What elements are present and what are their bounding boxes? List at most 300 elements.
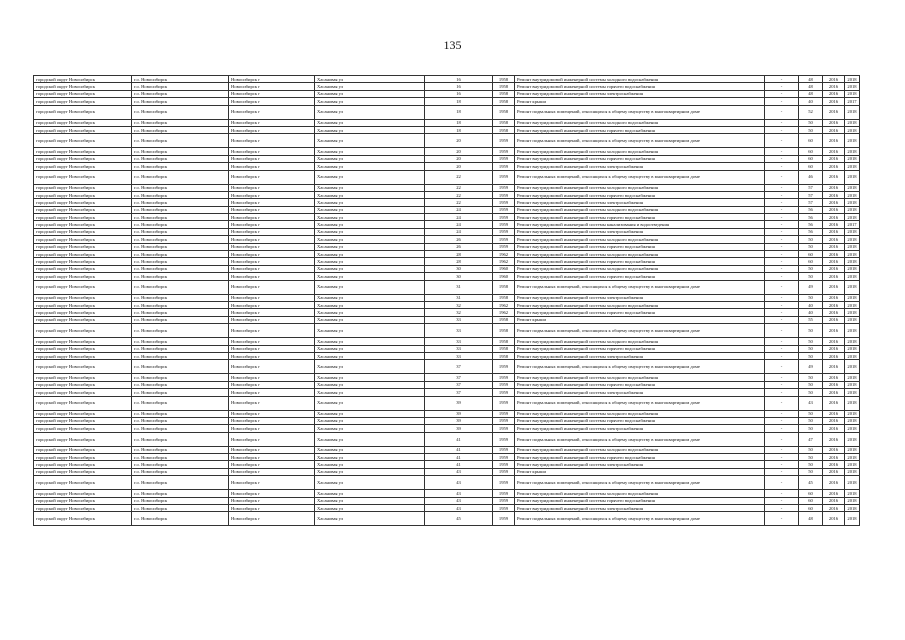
- city-cell: Новосибирск г: [229, 228, 315, 235]
- year-built-cell: 1959: [493, 512, 515, 526]
- work-type-cell: Ремонт внутридомовой инженерной системы горячего водоснабжения: [515, 155, 765, 162]
- year-built-cell: 1959: [493, 454, 515, 461]
- settlement-cell: г.о. Новосибирск: [132, 170, 229, 184]
- dash-cell: -: [765, 214, 799, 221]
- table-row: [34, 389, 860, 396]
- house-number-cell: 37: [425, 360, 493, 374]
- city-cell: Новосибирск г: [229, 199, 315, 206]
- city-cell: Новосибирск г: [229, 432, 315, 446]
- dash-cell: -: [765, 294, 799, 301]
- settlement-cell: г.о. Новосибирск: [132, 446, 229, 453]
- amount-cell: 48: [799, 76, 823, 83]
- repair-registry-table: [33, 75, 860, 526]
- street-cell: Хасановая ул: [315, 454, 425, 461]
- dash-cell: -: [765, 352, 799, 359]
- table-row: [34, 316, 860, 323]
- street-cell: Хасановая ул: [315, 476, 425, 490]
- work-type-cell: Ремонт внутридомовой инженерной системы электроснабжения: [515, 425, 765, 432]
- city-cell: Новосибирск г: [229, 265, 315, 272]
- end-year-cell: 2018: [845, 251, 860, 258]
- dash-cell: -: [765, 309, 799, 316]
- year-built-cell: 1959: [493, 505, 515, 512]
- house-number-cell: 33: [425, 338, 493, 345]
- street-cell: Хасановая ул: [315, 191, 425, 198]
- city-cell: Новосибирск г: [229, 273, 315, 280]
- year-built-cell: 1958: [493, 352, 515, 359]
- end-year-cell: 2018: [845, 468, 860, 475]
- city-cell: Новосибирск г: [229, 381, 315, 388]
- street-cell: Хасановая ул: [315, 273, 425, 280]
- year-built-cell: 1959: [493, 236, 515, 243]
- amount-cell: 50: [799, 425, 823, 432]
- house-number-cell: 22: [425, 170, 493, 184]
- dash-cell: -: [765, 265, 799, 272]
- settlement-cell: г.о. Новосибирск: [132, 461, 229, 468]
- table-row: [34, 294, 860, 301]
- street-cell: Хасановая ул: [315, 280, 425, 294]
- table-row: [34, 360, 860, 374]
- start-year-cell: 2016: [823, 243, 845, 250]
- house-number-cell: 20: [425, 134, 493, 148]
- year-built-cell: 1959: [493, 148, 515, 155]
- dash-cell: -: [765, 206, 799, 213]
- table-row: [34, 90, 860, 97]
- municipality-cell: городской округ Новосибирск: [34, 184, 132, 191]
- end-year-cell: 2018: [845, 83, 860, 90]
- work-type-cell: Ремонт внутридомовой инженерной системы холодного водоснабжения: [515, 301, 765, 308]
- city-cell: Новосибирск г: [229, 301, 315, 308]
- dash-cell: -: [765, 410, 799, 417]
- end-year-cell: 2018: [845, 301, 860, 308]
- house-number-cell: 26: [425, 243, 493, 250]
- settlement-cell: г.о. Новосибирск: [132, 360, 229, 374]
- municipality-cell: городской округ Новосибирск: [34, 505, 132, 512]
- amount-cell: 50: [799, 345, 823, 352]
- start-year-cell: 2016: [823, 191, 845, 198]
- municipality-cell: городской округ Новосибирск: [34, 258, 132, 265]
- amount-cell: 50: [799, 410, 823, 417]
- year-built-cell: 1958: [493, 345, 515, 352]
- start-year-cell: 2016: [823, 206, 845, 213]
- municipality-cell: городской округ Новосибирск: [34, 126, 132, 133]
- amount-cell: 57: [799, 184, 823, 191]
- year-built-cell: 1962: [493, 309, 515, 316]
- start-year-cell: 2016: [823, 490, 845, 497]
- start-year-cell: 2016: [823, 360, 845, 374]
- start-year-cell: 2016: [823, 446, 845, 453]
- start-year-cell: 2016: [823, 352, 845, 359]
- end-year-cell: 2018: [845, 191, 860, 198]
- amount-cell: 50: [799, 119, 823, 126]
- end-year-cell: 2018: [845, 199, 860, 206]
- city-cell: Новосибирск г: [229, 417, 315, 424]
- amount-cell: 43: [799, 396, 823, 410]
- city-cell: Новосибирск г: [229, 505, 315, 512]
- start-year-cell: 2016: [823, 454, 845, 461]
- house-number-cell: 41: [425, 454, 493, 461]
- year-built-cell: 1959: [493, 155, 515, 162]
- dash-cell: -: [765, 119, 799, 126]
- table-row: [34, 352, 860, 359]
- municipality-cell: городской округ Новосибирск: [34, 497, 132, 504]
- amount-cell: 57: [799, 191, 823, 198]
- dash-cell: -: [765, 396, 799, 410]
- city-cell: Новосибирск г: [229, 90, 315, 97]
- work-type-cell: Ремонт внутридомовой инженерной системы холодного водоснабжения: [515, 76, 765, 83]
- dash-cell: -: [765, 199, 799, 206]
- house-number-cell: 16: [425, 83, 493, 90]
- year-built-cell: 1959: [493, 396, 515, 410]
- amount-cell: 50: [799, 265, 823, 272]
- table-row: [34, 76, 860, 83]
- work-type-cell: Ремонт внутридомовой инженерной системы электроснабжения: [515, 294, 765, 301]
- end-year-cell: 2018: [845, 309, 860, 316]
- amount-cell: 52: [799, 105, 823, 119]
- start-year-cell: 2016: [823, 214, 845, 221]
- municipality-cell: городской округ Новосибирск: [34, 294, 132, 301]
- year-built-cell: 1958: [493, 126, 515, 133]
- dash-cell: -: [765, 381, 799, 388]
- amount-cell: 56: [799, 228, 823, 235]
- end-year-cell: 2018: [845, 446, 860, 453]
- amount-cell: 60: [799, 505, 823, 512]
- end-year-cell: 2018: [845, 360, 860, 374]
- city-cell: Новосибирск г: [229, 410, 315, 417]
- settlement-cell: г.о. Новосибирск: [132, 155, 229, 162]
- municipality-cell: городской округ Новосибирск: [34, 265, 132, 272]
- table-row: [34, 301, 860, 308]
- end-year-cell: 2018: [845, 76, 860, 83]
- year-built-cell: 1959: [493, 410, 515, 417]
- municipality-cell: городской округ Новосибирск: [34, 324, 132, 338]
- dash-cell: -: [765, 432, 799, 446]
- year-built-cell: 1959: [493, 389, 515, 396]
- start-year-cell: 2016: [823, 90, 845, 97]
- end-year-cell: 2018: [845, 512, 860, 526]
- municipality-cell: городской округ Новосибирск: [34, 221, 132, 228]
- amount-cell: 56: [799, 206, 823, 213]
- end-year-cell: 2018: [845, 184, 860, 191]
- amount-cell: 50: [799, 273, 823, 280]
- dash-cell: -: [765, 389, 799, 396]
- amount-cell: 49: [799, 360, 823, 374]
- start-year-cell: 2016: [823, 345, 845, 352]
- work-type-cell: Ремонт внутридомовой инженерной системы горячего водоснабжения: [515, 243, 765, 250]
- settlement-cell: г.о. Новосибирск: [132, 301, 229, 308]
- amount-cell: 50: [799, 389, 823, 396]
- municipality-cell: городской округ Новосибирск: [34, 236, 132, 243]
- city-cell: Новосибирск г: [229, 126, 315, 133]
- amount-cell: 50: [799, 454, 823, 461]
- start-year-cell: 2016: [823, 417, 845, 424]
- dash-cell: -: [765, 345, 799, 352]
- city-cell: Новосибирск г: [229, 155, 315, 162]
- municipality-cell: городской округ Новосибирск: [34, 309, 132, 316]
- municipality-cell: городской округ Новосибирск: [34, 170, 132, 184]
- end-year-cell: 2017: [845, 221, 860, 228]
- work-type-cell: Ремонт внутридомовой инженерной системы электроснабжения: [515, 163, 765, 170]
- year-built-cell: 1958: [493, 83, 515, 90]
- page-number: 135: [443, 38, 462, 52]
- city-cell: Новосибирск г: [229, 468, 315, 475]
- table-row: [34, 381, 860, 388]
- street-cell: Хасановая ул: [315, 352, 425, 359]
- amount-cell: 48: [799, 512, 823, 526]
- settlement-cell: г.о. Новосибирск: [132, 410, 229, 417]
- municipality-cell: городской округ Новосибирск: [34, 338, 132, 345]
- work-type-cell: Ремонт внутридомовой инженерной системы холодного водоснабжения: [515, 265, 765, 272]
- year-built-cell: 1958: [493, 98, 515, 105]
- city-cell: Новосибирск г: [229, 170, 315, 184]
- city-cell: Новосибирск г: [229, 251, 315, 258]
- city-cell: Новосибирск г: [229, 76, 315, 83]
- amount-cell: 56: [799, 214, 823, 221]
- start-year-cell: 2016: [823, 505, 845, 512]
- settlement-cell: г.о. Новосибирск: [132, 352, 229, 359]
- street-cell: Хасановая ул: [315, 214, 425, 221]
- municipality-cell: городской округ Новосибирск: [34, 476, 132, 490]
- city-cell: Новосибирск г: [229, 360, 315, 374]
- settlement-cell: г.о. Новосибирск: [132, 396, 229, 410]
- table-row: [34, 338, 860, 345]
- end-year-cell: 2018: [845, 505, 860, 512]
- dash-cell: -: [765, 251, 799, 258]
- street-cell: Хасановая ул: [315, 83, 425, 90]
- end-year-cell: 2018: [845, 148, 860, 155]
- year-built-cell: 1962: [493, 251, 515, 258]
- end-year-cell: 2018: [845, 258, 860, 265]
- municipality-cell: городской округ Новосибирск: [34, 410, 132, 417]
- end-year-cell: 2018: [845, 324, 860, 338]
- table-row: [34, 170, 860, 184]
- end-year-cell: 2018: [845, 134, 860, 148]
- city-cell: Новосибирск г: [229, 352, 315, 359]
- work-type-cell: Ремонт крыши: [515, 98, 765, 105]
- amount-cell: 50: [799, 374, 823, 381]
- house-number-cell: 30: [425, 273, 493, 280]
- settlement-cell: г.о. Новосибирск: [132, 324, 229, 338]
- work-type-cell: Ремонт внутридомовой инженерной системы горячего водоснабжения: [515, 83, 765, 90]
- amount-cell: 47: [799, 432, 823, 446]
- end-year-cell: 2018: [845, 352, 860, 359]
- dash-cell: -: [765, 83, 799, 90]
- settlement-cell: г.о. Новосибирск: [132, 199, 229, 206]
- house-number-cell: 24: [425, 228, 493, 235]
- street-cell: Хасановая ул: [315, 184, 425, 191]
- work-type-cell: Ремонт внутридомовой инженерной системы электроснабжения: [515, 505, 765, 512]
- amount-cell: 49: [799, 280, 823, 294]
- table-row: [34, 105, 860, 119]
- municipality-cell: городской округ Новосибирск: [34, 199, 132, 206]
- end-year-cell: 2018: [845, 389, 860, 396]
- house-number-cell: 39: [425, 410, 493, 417]
- street-cell: Хасановая ул: [315, 134, 425, 148]
- settlement-cell: г.о. Новосибирск: [132, 476, 229, 490]
- street-cell: Хасановая ул: [315, 155, 425, 162]
- city-cell: Новосибирск г: [229, 497, 315, 504]
- end-year-cell: 2018: [845, 228, 860, 235]
- table-row: [34, 280, 860, 294]
- work-type-cell: Ремонт внутридомовой инженерной системы горячего водоснабжения: [515, 381, 765, 388]
- municipality-cell: городской округ Новосибирск: [34, 119, 132, 126]
- start-year-cell: 2016: [823, 170, 845, 184]
- table-row: [34, 199, 860, 206]
- start-year-cell: 2016: [823, 425, 845, 432]
- amount-cell: 60: [799, 258, 823, 265]
- start-year-cell: 2016: [823, 258, 845, 265]
- work-type-cell: Ремонт подвальных помещений, относящихся к общему имуществу в многоквартирном доме: [515, 432, 765, 446]
- municipality-cell: городской округ Новосибирск: [34, 381, 132, 388]
- street-cell: Хасановая ул: [315, 105, 425, 119]
- work-type-cell: Ремонт внутридомовой инженерной системы холодного водоснабжения: [515, 119, 765, 126]
- end-year-cell: 2018: [845, 105, 860, 119]
- house-number-cell: 43: [425, 476, 493, 490]
- year-built-cell: 1958: [493, 316, 515, 323]
- table-row: [34, 309, 860, 316]
- dash-cell: -: [765, 505, 799, 512]
- settlement-cell: г.о. Новосибирск: [132, 273, 229, 280]
- street-cell: Хасановая ул: [315, 119, 425, 126]
- start-year-cell: 2016: [823, 396, 845, 410]
- municipality-cell: городской округ Новосибирск: [34, 374, 132, 381]
- end-year-cell: 2018: [845, 294, 860, 301]
- house-number-cell: 43: [425, 497, 493, 504]
- settlement-cell: г.о. Новосибирск: [132, 98, 229, 105]
- city-cell: Новосибирск г: [229, 324, 315, 338]
- start-year-cell: 2016: [823, 432, 845, 446]
- street-cell: Хасановая ул: [315, 324, 425, 338]
- dash-cell: -: [765, 221, 799, 228]
- settlement-cell: г.о. Новосибирск: [132, 221, 229, 228]
- settlement-cell: г.о. Новосибирск: [132, 417, 229, 424]
- end-year-cell: 2018: [845, 338, 860, 345]
- city-cell: Новосибирск г: [229, 83, 315, 90]
- amount-cell: 50: [799, 417, 823, 424]
- work-type-cell: Ремонт внутридомовой инженерной системы холодного водоснабжения: [515, 410, 765, 417]
- work-type-cell: Ремонт внутридомовой инженерной системы холодного водоснабжения: [515, 148, 765, 155]
- amount-cell: 45: [799, 476, 823, 490]
- table-row: [34, 228, 860, 235]
- city-cell: Новосибирск г: [229, 389, 315, 396]
- work-type-cell: Ремонт подвальных помещений, относящихся к общему имуществу в многоквартирном доме: [515, 512, 765, 526]
- end-year-cell: 2018: [845, 170, 860, 184]
- work-type-cell: Ремонт подвальных помещений, относящихся к общему имуществу в многоквартирном доме: [515, 360, 765, 374]
- house-number-cell: 26: [425, 236, 493, 243]
- street-cell: Хасановая ул: [315, 265, 425, 272]
- table-row: [34, 396, 860, 410]
- house-number-cell: 41: [425, 446, 493, 453]
- amount-cell: 50: [799, 461, 823, 468]
- end-year-cell: 2018: [845, 119, 860, 126]
- start-year-cell: 2016: [823, 338, 845, 345]
- settlement-cell: г.о. Новосибирск: [132, 338, 229, 345]
- house-number-cell: 43: [425, 490, 493, 497]
- year-built-cell: 1959: [493, 497, 515, 504]
- table-row: [34, 134, 860, 148]
- table-row: [34, 265, 860, 272]
- settlement-cell: г.о. Новосибирск: [132, 381, 229, 388]
- end-year-cell: 2018: [845, 461, 860, 468]
- work-type-cell: Ремонт внутридомовой инженерной системы горячего водоснабжения: [515, 345, 765, 352]
- table-row: [34, 119, 860, 126]
- year-built-cell: 1959: [493, 221, 515, 228]
- city-cell: Новосибирск г: [229, 512, 315, 526]
- amount-cell: 60: [799, 134, 823, 148]
- city-cell: Новосибирск г: [229, 105, 315, 119]
- city-cell: Новосибирск г: [229, 206, 315, 213]
- year-built-cell: 1959: [493, 199, 515, 206]
- end-year-cell: 2018: [845, 476, 860, 490]
- start-year-cell: 2016: [823, 280, 845, 294]
- municipality-cell: городской округ Новосибирск: [34, 360, 132, 374]
- settlement-cell: г.о. Новосибирск: [132, 83, 229, 90]
- amount-cell: 50: [799, 294, 823, 301]
- work-type-cell: Ремонт подвальных помещений, относящихся к общему имуществу в многоквартирном доме: [515, 476, 765, 490]
- street-cell: Хасановая ул: [315, 316, 425, 323]
- house-number-cell: 22: [425, 184, 493, 191]
- street-cell: Хасановая ул: [315, 389, 425, 396]
- settlement-cell: г.о. Новосибирск: [132, 316, 229, 323]
- municipality-cell: городской округ Новосибирск: [34, 396, 132, 410]
- table-row: [34, 512, 860, 526]
- year-built-cell: 1959: [493, 425, 515, 432]
- dash-cell: -: [765, 184, 799, 191]
- settlement-cell: г.о. Новосибирск: [132, 505, 229, 512]
- city-cell: Новосибирск г: [229, 134, 315, 148]
- work-type-cell: Ремонт подвальных помещений, относящихся к общему имуществу в многоквартирном доме: [515, 280, 765, 294]
- work-type-cell: Ремонт внутридомовой инженерной системы электроснабжения: [515, 90, 765, 97]
- start-year-cell: 2016: [823, 221, 845, 228]
- dash-cell: -: [765, 134, 799, 148]
- house-number-cell: 39: [425, 425, 493, 432]
- dash-cell: -: [765, 243, 799, 250]
- start-year-cell: 2016: [823, 410, 845, 417]
- street-cell: Хасановая ул: [315, 345, 425, 352]
- street-cell: Хасановая ул: [315, 163, 425, 170]
- work-type-cell: Ремонт внутридомовой инженерной системы холодного водоснабжения: [515, 206, 765, 213]
- street-cell: Хасановая ул: [315, 505, 425, 512]
- dash-cell: -: [765, 105, 799, 119]
- house-number-cell: 24: [425, 221, 493, 228]
- street-cell: Хасановая ул: [315, 251, 425, 258]
- work-type-cell: Ремонт внутридомовой инженерной системы электроснабжения: [515, 352, 765, 359]
- work-type-cell: Ремонт внутридомовой инженерной системы горячего водоснабжения: [515, 258, 765, 265]
- table-row: [34, 273, 860, 280]
- street-cell: Хасановая ул: [315, 425, 425, 432]
- house-number-cell: 31: [425, 294, 493, 301]
- settlement-cell: г.о. Новосибирск: [132, 119, 229, 126]
- settlement-cell: г.о. Новосибирск: [132, 294, 229, 301]
- table-row: [34, 155, 860, 162]
- year-built-cell: 1958: [493, 105, 515, 119]
- amount-cell: 50: [799, 236, 823, 243]
- end-year-cell: 2018: [845, 454, 860, 461]
- municipality-cell: городской округ Новосибирск: [34, 512, 132, 526]
- dash-cell: -: [765, 324, 799, 338]
- settlement-cell: г.о. Новосибирск: [132, 206, 229, 213]
- year-built-cell: 1959: [493, 476, 515, 490]
- house-number-cell: 39: [425, 417, 493, 424]
- settlement-cell: г.о. Новосибирск: [132, 184, 229, 191]
- settlement-cell: г.о. Новосибирск: [132, 228, 229, 235]
- settlement-cell: г.о. Новосибирск: [132, 497, 229, 504]
- amount-cell: 57: [799, 199, 823, 206]
- house-number-cell: 33: [425, 324, 493, 338]
- settlement-cell: г.о. Новосибирск: [132, 251, 229, 258]
- year-built-cell: 1959: [493, 360, 515, 374]
- city-cell: Новосибирск г: [229, 425, 315, 432]
- street-cell: Хасановая ул: [315, 374, 425, 381]
